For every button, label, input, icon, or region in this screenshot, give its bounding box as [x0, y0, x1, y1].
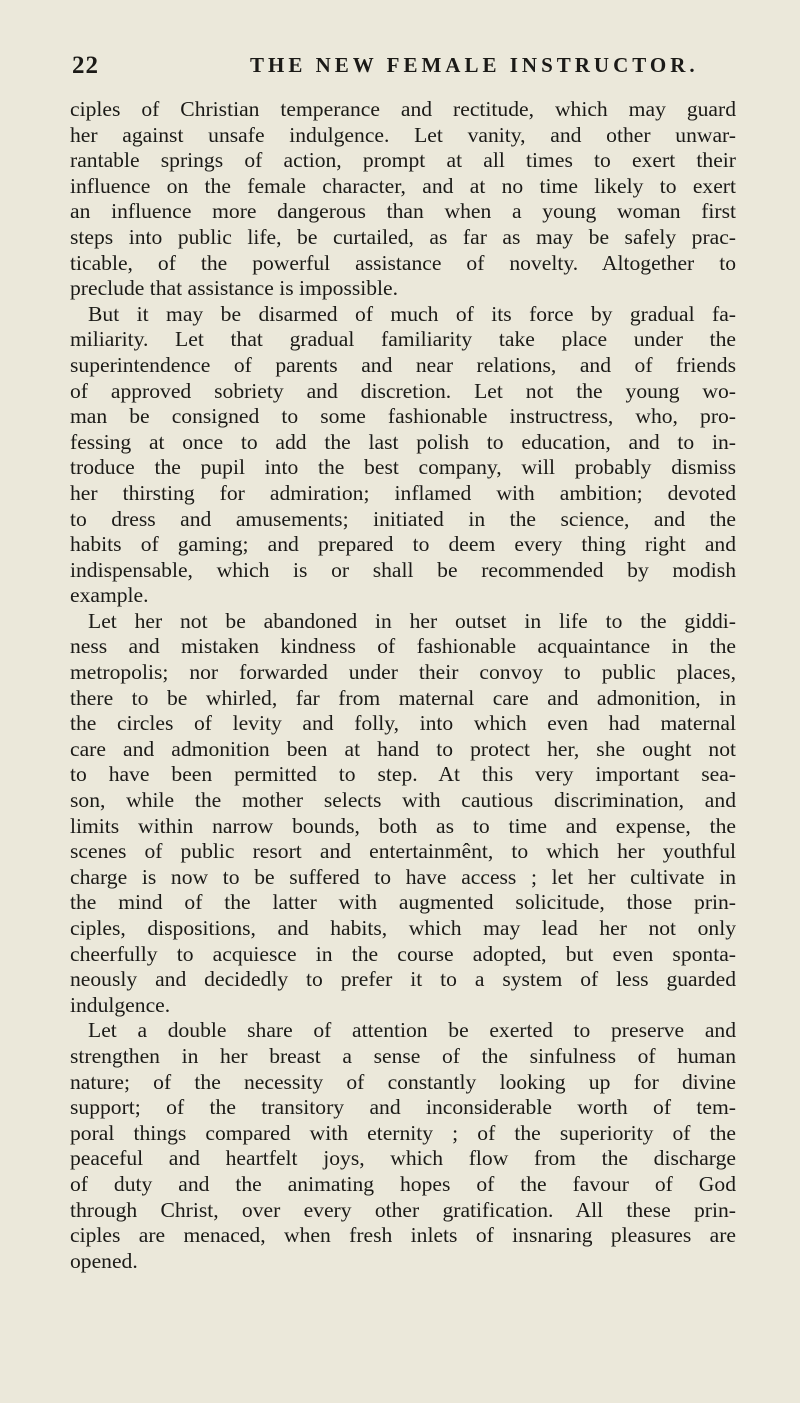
text-line: ciples, dispositions, and habits, which may lead her not only	[70, 916, 736, 940]
text-line: support; of the transitory and inconsiderable worth of tem-	[70, 1095, 736, 1120]
text-line: habits of gaming; and prepared to deem every thing right and	[70, 532, 736, 557]
text-line: her against unsafe indulgence. Let vanity, and other unwar-	[70, 122, 736, 147]
page-number: 22	[72, 52, 99, 79]
running-head: THE NEW FEMALE INSTRUCTOR.	[250, 53, 699, 77]
text-line: indulgence.	[70, 992, 171, 1017]
text-line: Let her not be abandoned in her outset in life to the giddi-	[88, 608, 736, 633]
text-line: the circles of levity and folly, into which even had maternal	[70, 711, 736, 736]
text-line: indispensable, which is or shall be recommended by modish	[70, 557, 736, 582]
text-line: charge is now to be suffered to have access ; let her cultivate in	[70, 864, 736, 889]
text-line: ness and mistaken kindness of fashionable acquaintance in the	[70, 634, 736, 659]
text-line: influence on the female character, and at no time likely to exert	[70, 173, 736, 198]
text-line: nature; of the necessity of constantly looking up for divine	[70, 1069, 736, 1094]
text-line: man be consigned to some fashionable instructress, who, pro-	[70, 404, 736, 429]
text-line: ticable, of the powerful assistance of novelty. Altogether to	[70, 250, 736, 275]
text-line: her thirsting for admiration; inflamed with ambition; devoted	[70, 480, 736, 505]
text-line: limits within narrow bounds, both as to time and expense, the	[70, 813, 736, 838]
body-text	[70, 97, 736, 1274]
text-line: preclude that assistance is impossible.	[70, 276, 399, 301]
text-line: metropolis; nor forwarded under their convoy to public places,	[70, 660, 736, 685]
text-line: strengthen in her breast a sense of the sinfulness of human	[70, 1043, 736, 1068]
text-line: son, while the mother selects with cautious discrimination, and	[70, 788, 736, 813]
text-line: peaceful and heartfelt joys, which flow from the discharge	[70, 1146, 736, 1171]
text-line: rantable springs of action, prompt at all times to exert their	[70, 148, 736, 173]
text-line: neously and decidedly to prefer it to a system of less guarded	[70, 967, 736, 992]
text-line: superintendence of parents and near relations, and of friends	[70, 352, 736, 377]
text-line: the mind of the latter with augmented solicitude, those prin-	[70, 890, 736, 915]
text-line: of approved sobriety and discretion. Let not the young wo-	[70, 378, 736, 403]
text-line: steps into public life, be curtailed, as far as may be safely prac-	[70, 224, 736, 249]
text-line: of duty and the animating hopes of the favour of God	[70, 1171, 736, 1196]
page-header	[72, 52, 732, 92]
text-line: miliarity. Let that gradual familiarity take place under the	[70, 327, 736, 352]
text-line: Let a double share of attention be exerted to preserve and	[88, 1018, 736, 1043]
text-line: to dress and amusements; initiated in the science, and the	[70, 506, 736, 531]
text-line: example.	[70, 583, 149, 608]
text-line: opened.	[70, 1248, 138, 1273]
text-line: fessing at once to add the last polish to education, and to in-	[70, 429, 736, 454]
text-line: But it may be disarmed of much of its force by gradual fa-	[88, 301, 736, 326]
text-line: through Christ, over every other gratification. All these prin-	[70, 1197, 736, 1222]
text-line: an influence more dangerous than when a young woman first	[70, 199, 736, 224]
text-line: cheerfully to acquiesce in the course adopted, but even sponta-	[70, 941, 736, 966]
text-line: scenes of public resort and entertainmênt, to which her youthful	[70, 839, 736, 864]
text-line: troduce the pupil into the best company, will probably dismiss	[70, 455, 736, 480]
text-line: ciples are menaced, when fresh inlets of insnaring pleasures are	[70, 1223, 736, 1248]
text-line: ciples of Christian temperance and rectitude, which may guard	[70, 97, 736, 121]
text-line: to have been permitted to step. At this very important sea-	[70, 762, 736, 787]
text-line: care and admonition been at hand to protect her, she ought not	[70, 736, 736, 761]
text-line: poral things compared with eternity ; of the superiority of the	[70, 1120, 736, 1145]
text-line: there to be whirled, far from maternal care and admonition, in	[70, 685, 736, 710]
